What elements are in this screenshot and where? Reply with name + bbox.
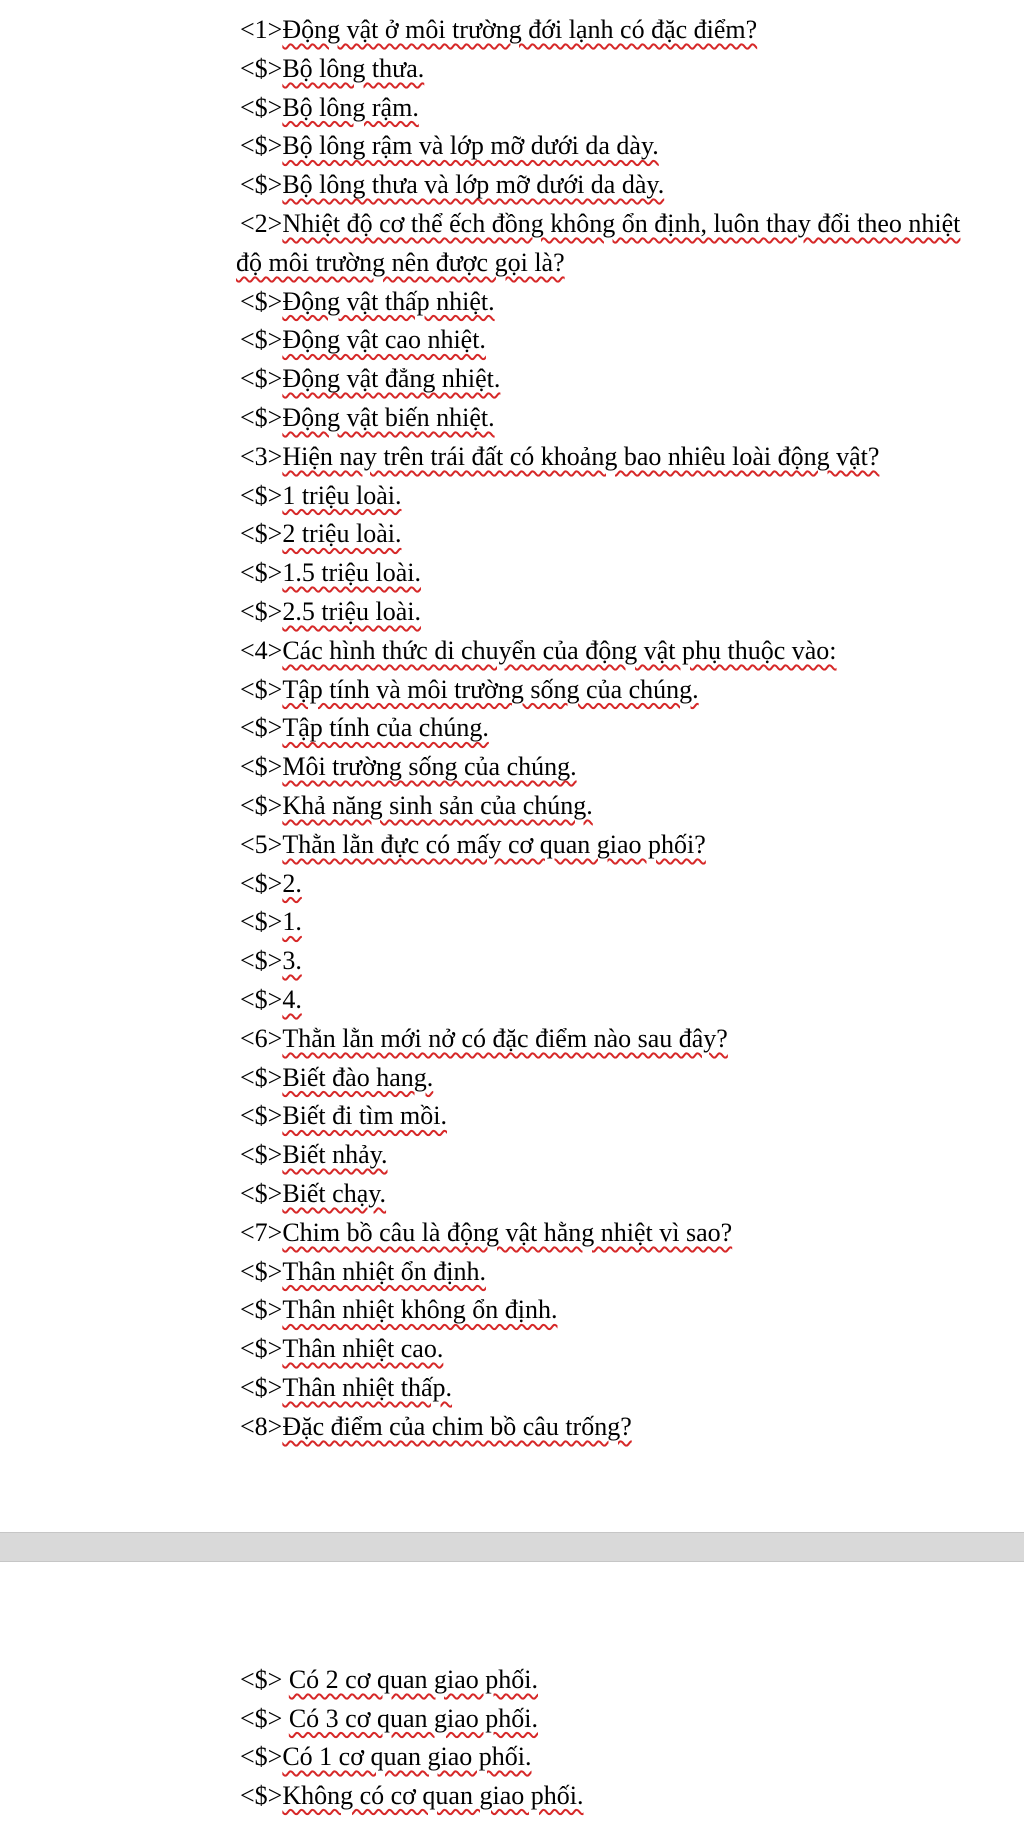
answer-marker: <$> [240, 597, 283, 626]
answer-line[interactable] [240, 51, 1000, 87]
answer-line[interactable] [240, 710, 1000, 746]
answer-line[interactable] [240, 400, 1000, 436]
question-number: <1> [240, 15, 283, 44]
answer-marker: <$> [240, 946, 283, 976]
question-number: <8> [240, 1411, 283, 1441]
answer-line[interactable] [240, 1254, 1000, 1290]
answer-text: Động vật cao nhiệt. [282, 325, 486, 355]
answer-text: Biết đào hang. [282, 1062, 434, 1092]
answer-text: Biết đi tìm mồi. [282, 1101, 447, 1131]
answer-marker: <$> [240, 1373, 283, 1402]
answer-marker: <$> [240, 674, 283, 704]
answer-marker: <$> [240, 1256, 283, 1286]
answer-marker: <$> [240, 403, 283, 432]
answer-marker: <$> [240, 558, 283, 588]
answer-text: Thân nhiệt thấp. [282, 1373, 453, 1402]
answer-line[interactable] [240, 167, 1000, 203]
answer-line[interactable] [240, 1176, 1000, 1212]
answer-line[interactable] [240, 904, 1000, 940]
answer-line[interactable] [240, 866, 1000, 902]
answer-text: Có 1 cơ quan giao phối. [282, 1742, 532, 1771]
answer-line[interactable] [240, 749, 1000, 785]
answer-marker: <$> [240, 1140, 283, 1170]
answer-marker: <$> [240, 791, 283, 820]
answer-text: Thân nhiệt không ổn định. [282, 1295, 558, 1325]
answer-text: Động vật đẳng nhiệt. [282, 364, 501, 394]
answer-line[interactable] [240, 943, 1000, 979]
question-line[interactable] [240, 206, 1000, 242]
answer-marker: <$> [240, 519, 283, 549]
answer-text: Bộ lông thưa và lớp mỡ dưới da dày. [282, 170, 665, 200]
answer-marker: <$> [240, 325, 283, 355]
answer-line[interactable] [240, 90, 1000, 126]
question-line[interactable] [240, 1021, 1000, 1057]
answer-text: 2.5 triệu loài. [282, 597, 421, 626]
answer-marker: <$> [240, 1295, 283, 1325]
question-number: <4> [240, 635, 283, 665]
answer-text: 4. [282, 985, 302, 1014]
answer-line[interactable] [240, 322, 1000, 358]
answer-line[interactable] [240, 1739, 1000, 1775]
answer-line[interactable] [240, 128, 1000, 164]
answer-marker: <$> [240, 170, 283, 200]
answer-text: Có 2 cơ quan giao phối. [288, 1665, 538, 1694]
answer-text: Động vật biến nhiệt. [282, 403, 495, 432]
question-number: <6> [240, 1023, 283, 1053]
answer-text: 2 triệu loài. [282, 519, 402, 549]
answer-marker: <$> [240, 907, 283, 937]
answer-text: 1. [282, 907, 302, 937]
answer-text: Biết chạy. [282, 1179, 387, 1208]
answer-marker: <$> [240, 480, 283, 510]
question-line[interactable] [240, 633, 1000, 669]
answer-line[interactable] [240, 1778, 1000, 1814]
answer-marker: <$> [240, 713, 283, 743]
answer-marker: <$> [240, 131, 283, 161]
question-text: Đặc điểm của chim bồ câu trống? [282, 1411, 632, 1441]
question-number: <2> [240, 209, 283, 238]
answer-line[interactable] [240, 1662, 1000, 1698]
question-number: <7> [240, 1217, 283, 1247]
answer-text: Tập tính và môi trường sống của chúng. [282, 674, 699, 704]
answer-text: Bộ lông thưa. [282, 53, 425, 83]
page-break-gap [0, 1532, 1024, 1562]
answer-line[interactable] [240, 478, 1000, 514]
question-text: Nhiệt độ cơ thể ếch đồng không ổn định, luôn thay đổi theo nhiệt [282, 209, 961, 238]
answer-marker: <$> [240, 1742, 283, 1771]
answer-marker: <$> [240, 1062, 283, 1092]
answer-line[interactable] [240, 672, 1000, 708]
answer-text: Động vật thấp nhiệt. [282, 286, 495, 316]
answer-marker: <$> [240, 985, 283, 1014]
answer-line[interactable] [240, 1060, 1000, 1096]
answer-line[interactable] [240, 361, 1000, 397]
answer-line[interactable] [240, 788, 1000, 824]
answer-line[interactable] [240, 1701, 1000, 1737]
answer-text: Thân nhiệt ổn định. [282, 1256, 486, 1286]
answer-text: Môi trường sống của chúng. [282, 752, 577, 782]
answer-marker: <$> [240, 1665, 289, 1694]
question-text: Thằn lằn đực có mấy cơ quan giao phối? [282, 829, 706, 859]
answer-line[interactable] [240, 1292, 1000, 1328]
question-text: Hiện nay trên trái đất có khoảng bao nhiêu loài động vật? [282, 441, 880, 471]
answer-line[interactable] [240, 1137, 1000, 1173]
answer-line[interactable] [240, 516, 1000, 552]
answer-line[interactable] [240, 982, 1000, 1018]
answer-text: 3. [282, 946, 302, 976]
answer-line[interactable] [240, 1098, 1000, 1134]
answer-text: 2. [282, 868, 302, 898]
question-line[interactable] [240, 12, 1000, 48]
answer-line[interactable] [240, 284, 1000, 320]
answer-marker: <$> [240, 1179, 283, 1208]
answer-text: Bộ lông rậm và lớp mỡ dưới da dày. [282, 131, 659, 161]
answer-marker: <$> [240, 1101, 283, 1131]
question-line[interactable] [240, 1409, 1000, 1445]
question-line[interactable] [240, 439, 1000, 475]
answer-marker: <$> [240, 53, 283, 83]
answer-marker: <$> [240, 1334, 283, 1364]
document-page-2[interactable] [0, 1562, 1024, 1827]
answer-text: Có 3 cơ quan giao phối. [288, 1703, 538, 1733]
answer-text: Tập tính của chúng. [282, 713, 489, 743]
answer-marker: <$> [240, 752, 283, 782]
answer-marker: <$> [240, 868, 283, 898]
answer-text: Khả năng sinh sản của chúng. [282, 791, 593, 820]
answer-text: 1 triệu loài. [282, 480, 402, 510]
question-continuation-line[interactable] [236, 245, 996, 281]
answer-text: độ môi trường nên được gọi là? [236, 247, 565, 277]
question-number: <5> [240, 829, 283, 859]
answer-line[interactable] [240, 555, 1000, 591]
answer-text: 1.5 triệu loài. [282, 558, 421, 588]
question-text: Thằn lằn mới nở có đặc điểm nào sau đây? [282, 1023, 728, 1053]
answer-text: Thân nhiệt cao. [282, 1334, 444, 1364]
answer-marker: <$> [240, 1780, 283, 1810]
answer-marker: <$> [240, 1703, 289, 1733]
answer-text: Bộ lông rậm. [282, 92, 419, 122]
question-line[interactable] [240, 1215, 1000, 1251]
answer-line[interactable] [240, 1331, 1000, 1367]
question-text: Động vật ở môi trường đới lạnh có đặc điểm? [282, 15, 758, 44]
question-line[interactable] [240, 827, 1000, 863]
answer-marker: <$> [240, 92, 283, 122]
question-number: <3> [240, 441, 283, 471]
question-text: Các hình thức di chuyển của động vật phụ thuộc vào: [282, 635, 837, 665]
answer-line[interactable] [240, 1370, 1000, 1406]
answer-marker: <$> [240, 364, 283, 394]
answer-text: Biết nhảy. [282, 1140, 388, 1170]
answer-marker: <$> [240, 286, 283, 316]
answer-line[interactable] [240, 594, 1000, 630]
question-text: Chim bồ câu là động vật hằng nhiệt vì sao? [282, 1217, 733, 1247]
answer-text: Không có cơ quan giao phối. [282, 1780, 584, 1810]
